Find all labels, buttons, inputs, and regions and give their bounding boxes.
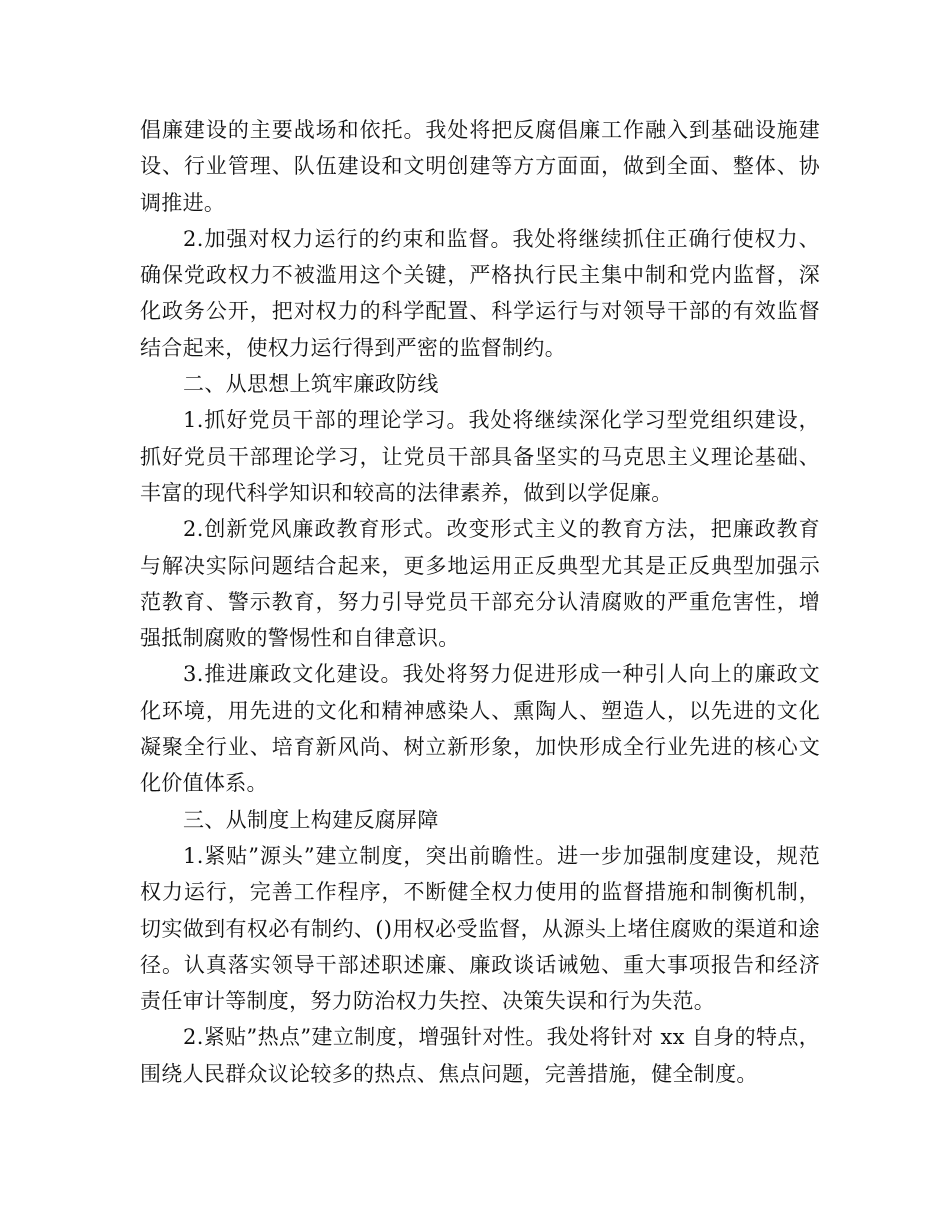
paragraph-theory-study: 1.抓好党员干部的理论学习。我处将继续深化学习型党组织建设，抓好党员干部理论学习，让党员干部具备坚实的马克思主义理论基础、丰富的现代科学知识和较高的法律素养，做到以学促廉。: [140, 408, 820, 505]
section-heading-3: 三、从制度上构建反腐屏障: [183, 807, 439, 832]
paragraph-source-system: 1.紧贴”源头”建立制度，突出前瞻性。进一步加强制度建设，规范权力运行，完善工作程序，不断健全权力使用的监督措施和制衡机制，切实做到有权必有制约、()用权必受监督，从源头上堵住腐败的渠道和途径。认真落实领导干部述职述廉、廉政谈话诫勉、重大事项报告和经济责任审计等制度，努力防治权力失控、决策失误和行为失范。: [140, 843, 820, 1014]
paragraph-education-forms: 2.创新党风廉政教育形式。改变形式主义的教育方法，把廉政教育与解决实际问题结合起来，更多地运用正反典型尤其是正反典型加强示范教育、警示教育，努力引导党员干部充分认清腐败的严重危害性，增强抵制腐败的警惕性和自律意识。: [140, 517, 820, 651]
paragraph-culture: 3.推进廉政文化建设。我处将努力促进形成一种引人向上的廉政文化环境，用先进的文化和精神感染人、熏陶人、塑造人，以先进的文化凝聚全行业、培育新风尚、树立新形象，加快形成全行业先进的核心文化价值体系。: [140, 662, 820, 796]
document-body: [140, 112, 820, 1092]
section-heading-2: 二、从思想上筑牢廉政防线: [183, 372, 439, 397]
paragraph-continuation: 倡廉建设的主要战场和依托。我处将把反腐倡廉工作融入到基础设施建设、行业管理、队伍建设和文明创建等方方面面，做到全面、整体、协调推进。: [140, 118, 820, 215]
paragraph-hotspot-system: 2.紧贴”热点”建立制度，增强针对性。我处将针对 xx 自身的特点，围绕人民群众议论较多的热点、焦点问题，完善措施，健全制度。: [140, 1025, 820, 1086]
paragraph-supervision: 2.加强对权力运行的约束和监督。我处将继续抓住正确行使权力、确保党政权力不被滥用这个关键，严格执行民主集中制和党内监督，深化政务公开，把对权力的科学配置、科学运行与对领导干部的有效监督结合起来，使权力运行得到严密的监督制约。: [140, 226, 820, 360]
